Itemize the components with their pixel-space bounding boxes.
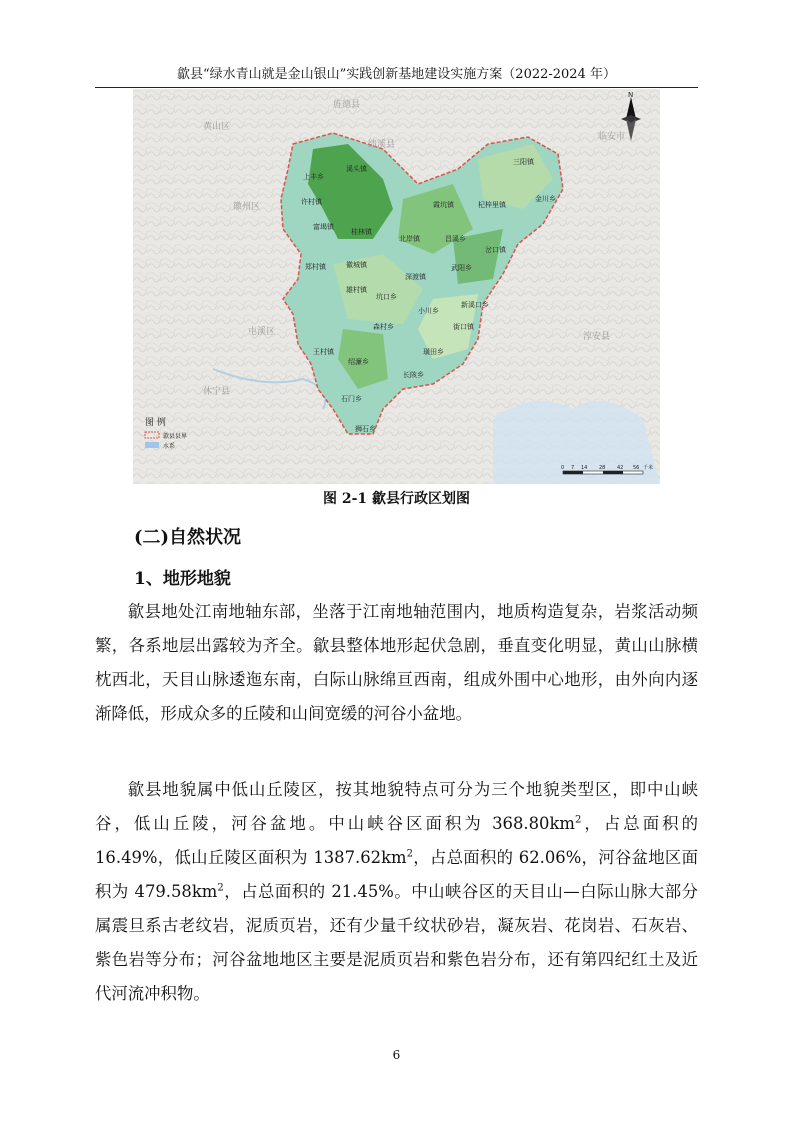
township-label: 王村镇 — [313, 348, 334, 356]
header-rule — [95, 87, 698, 88]
paragraph-terrain-overview: 歙县地处江南地轴东部，坐落于江南地轴范围内，地质构造复杂，岩浆活动频繁，各系地层出露较为齐全。歙县整体地形起伏急剧，垂直变化明显，黄山山脉横枕西北，天目山脉逶迤东南，白际山脉绵亘西南，组成外围中心地形，由外向内逐渐降低，形成众多的丘陵和山间宽缓的河谷小盆地。 — [95, 602, 698, 723]
township-label: 北岸镇 — [399, 235, 420, 243]
north-label: N — [628, 91, 634, 99]
administrative-map — [133, 89, 660, 484]
map-svg — [133, 89, 660, 484]
scale-tick: 0 — [561, 465, 565, 471]
paragraph-landform-types — [95, 773, 698, 1011]
township-label: 坑口乡 — [376, 293, 397, 301]
superscript: 2 — [574, 814, 582, 826]
township-label: 徽城镇 — [346, 261, 367, 269]
township-label: 三阳镇 — [513, 158, 534, 166]
township-label: 霞坑镇 — [433, 201, 454, 209]
outside-label: 临安市 — [598, 132, 626, 142]
township-label: 森村乡 — [373, 323, 394, 331]
township-label: 狮石乡 — [355, 425, 376, 433]
page-number: 6 — [392, 1048, 401, 1062]
scale-tick: 28 — [599, 465, 606, 471]
running-header: 歙县“绿水青山就是金山银山”实践创新基地建设实施方案（2022-2024 年） — [177, 67, 616, 82]
legend-title: 图 例 — [145, 418, 166, 428]
township-label: 溪头镇 — [346, 165, 367, 173]
scale-tick: 42 — [617, 465, 624, 471]
outside-label: 旌德县 — [333, 100, 361, 110]
outside-label: 淳安县 — [583, 332, 611, 342]
scale-tick: 14 — [581, 465, 588, 471]
township-label: 岔口镇 — [485, 246, 506, 254]
township-label: 富堨镇 — [313, 223, 334, 231]
superscript: 2 — [217, 882, 224, 894]
subsection-heading: 1、地形地貌 — [134, 569, 231, 589]
text-run: 歙县地貌属中低山丘陵区，按其地貌特点可分为三个地貌类型区，即中山峡谷，低山丘陵，河谷盆地。中山峡谷区面积为 368.80km — [95, 780, 698, 833]
township-label: 昌溪乡 — [445, 235, 466, 243]
township-label: 绍濂乡 — [348, 358, 369, 366]
outside-label: 黄山区 — [203, 122, 231, 132]
township-label: 深渡镇 — [405, 273, 426, 281]
township-label: 雄村镇 — [346, 286, 367, 294]
township-label: 武阳乡 — [451, 264, 472, 272]
outside-label: 徽州区 — [233, 202, 261, 212]
township-label: 新溪口乡 — [461, 301, 489, 309]
township-label: 街口镇 — [453, 323, 474, 331]
township-label: 金川乡 — [535, 195, 556, 203]
township-label: 石门乡 — [341, 395, 362, 403]
legend-water-swatch — [145, 442, 159, 448]
township-label: 桂林镇 — [351, 228, 372, 236]
scale-unit: 千米 — [643, 465, 654, 471]
township-label: 长陔乡 — [403, 371, 424, 379]
legend-item: 歙县县界 — [163, 433, 188, 440]
figure-caption: 图 2-1 歙县行政区划图 — [322, 491, 471, 507]
township-label: 小川乡 — [418, 307, 439, 315]
township-label: 璜田乡 — [423, 348, 444, 356]
outside-label: 休宁县 — [203, 387, 231, 397]
section-heading: (二)自然状况 — [134, 527, 242, 548]
township-label: 杞梓里镇 — [478, 201, 506, 209]
scale-tick: 7 — [571, 465, 575, 471]
outside-label: 屯溪区 — [248, 327, 276, 337]
township-label: 郑村镇 — [305, 263, 326, 271]
text-run: ，占总面积的 21.45%。中山峡谷区的天目山—白际山脉大部分属震旦系古老纹岩，泥质页岩，还有少量千纹状砂岩，凝灰岩、花岗岩、石灰岩、紫色岩等分布；河谷盆地地区主要是泥质页岩和紫色岩分布，还有第四纪红土及近代河流冲积物。 — [95, 882, 698, 1003]
legend-item: 水系 — [163, 443, 176, 450]
text-run: ，占总面积的 16.49%，低山丘陵区面积为 1387.62km — [95, 814, 698, 867]
scale-tick: 56 — [633, 465, 640, 471]
text-run: ，占总面积的 62.06%，河谷盆地区面积为 479.58km — [95, 848, 698, 901]
outside-label: 绩溪县 — [368, 140, 396, 150]
township-label: 上丰乡 — [303, 173, 324, 181]
superscript: 2 — [406, 848, 413, 860]
township-label: 许村镇 — [301, 198, 322, 206]
